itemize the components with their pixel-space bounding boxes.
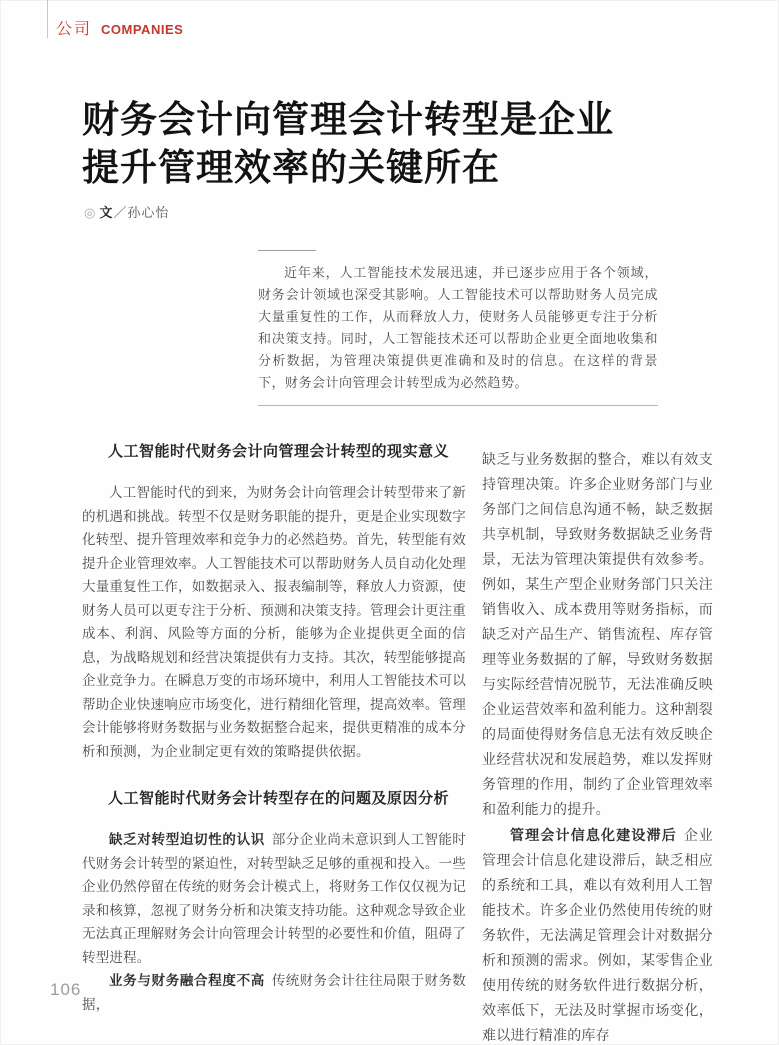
paragraph-lead-integration: 业务与财务融合程度不高 <box>109 973 265 988</box>
paragraph-problem-informatization <box>482 823 713 1045</box>
section-label-chinese: 公司 <box>56 21 93 38</box>
paragraph-lead-informatization: 管理会计信息化建设滞后 <box>510 827 677 843</box>
abstract-top-rule <box>258 250 316 251</box>
abstract-bottom-rule <box>258 405 658 406</box>
section-header <box>56 16 183 39</box>
header-divider-line <box>47 0 48 38</box>
paragraph-body-integration: 传统财务会计往往局限于财务数据， <box>82 973 466 1012</box>
paragraph-significance: 人工智能时代的到来，为财务会计向管理会计转型带来了新的机遇和挑战。转型不仅是财务职能的提升，更是企业实现数字化转型、提升管理效率和竞争力的必然趋势。首先，转型能有效提升企业管理效率。人工智能技术可以帮助财务人员自动化处理大量重复性工作，如数据录入、报表编制等，释放人力资源，使财务人员可以更专注于分析、预测和决策支持。管理会计更注重成本、利润、风险等方面的分析，能够为企业提供更全面的信息，为战略规划和经营决策提供有力支持。其次，转型能够提高企业竞争力。在瞬息万变的市场环境中，利用人工智能技术可以帮助企业快速响应市场变化，进行精细化管理，提高效率。管理会计能够将财务数据与业务数据整合起来，提供更精准的成本分析和预测，为企业制定更有效的策略提供依据。 <box>82 485 466 759</box>
paragraph-body-awareness: 部分企业尚未意识到人工智能时代财务会计转型的紧迫性，对转型缺乏足够的重视和投入。一些企业仍然停留在传统的财务会计模式上，将财务工作仅仅视为记录和核算，忽视了财务分析和决策支持功能。这种观念导致企业无法真正理解财务会计向管理会计转型的必要性和价值，阻碍了转型进程。 <box>82 832 466 965</box>
article-title-line2: 提升管理效率的关键所在 <box>82 147 500 188</box>
byline-label: 文 <box>99 205 114 220</box>
byline-marker-icon: ◎ <box>84 205 97 220</box>
page-number: 106 <box>50 980 82 999</box>
body-column-left <box>82 440 466 1016</box>
byline-author: 孙心怡 <box>127 205 170 220</box>
byline-separator: ／ <box>113 205 128 220</box>
body-column-right <box>482 448 713 1045</box>
paragraph-lead-awareness: 缺乏对转型迫切性的认识 <box>109 832 265 847</box>
paragraph-problem-integration <box>82 969 466 1016</box>
article-title-line1: 财务会计向管理会计转型是企业 <box>82 99 614 140</box>
section-label-english: COMPANIES <box>101 22 184 37</box>
paragraph-integration-continued: 缺乏与业务数据的整合，难以有效支持管理决策。许多企业财务部门与业务部门之间信息沟通不畅，缺乏数据共享机制，导致财务数据缺乏业务背景，无法为管理决策提供有效参考。例如，某生产型企业财务部门只关注销售收入、成本费用等财务指标，而缺乏对产品生产、销售流程、库存管理等业务数据的了解，导致财务数据与实际经营情况脱节，无法准确反映企业运营效率和盈利能力。这种割裂的局面使得财务信息无法有效反映企业经营状况和发展趋势，难以发挥财务管理的作用，制约了企业管理效率和盈利能力的提升。 <box>482 453 713 818</box>
abstract-text: 近年来，人工智能技术发展迅速，并已逐步应用于各个领域，财务会计领域也深受其影响。人工智能技术可以帮助财务人员完成大量重复性的工作，从而释放人力，使财务人员能够更专注于分析和决策支持。同时，人工智能技术还可以帮助企业更全面地收集和分析数据，为管理决策提供更准确和及时的信息。在这样的背景下，财务会计向管理会计转型成为必然趋势。 <box>258 265 658 390</box>
paragraph-body-informatization: 企业管理会计信息化建设滞后，缺乏相应的系统和工具，难以有效利用人工智能技术。许多企业仍然使用传统的财务软件，无法满足管理会计对数据分析和预测的需求。例如，某零售企业使用传统的财务软件进行数据分析，效率低下，无法及时掌握市场变化，难以进行精准的库存 <box>482 829 713 1044</box>
article-abstract <box>258 250 658 406</box>
article-title <box>82 96 682 192</box>
paragraph-problem-awareness <box>82 828 466 969</box>
section-heading-problems: 人工智能时代财务会计转型存在的问题及原因分析 <box>108 790 450 807</box>
section-heading-significance: 人工智能时代财务会计向管理会计转型的现实意义 <box>108 443 450 460</box>
byline <box>84 202 169 221</box>
